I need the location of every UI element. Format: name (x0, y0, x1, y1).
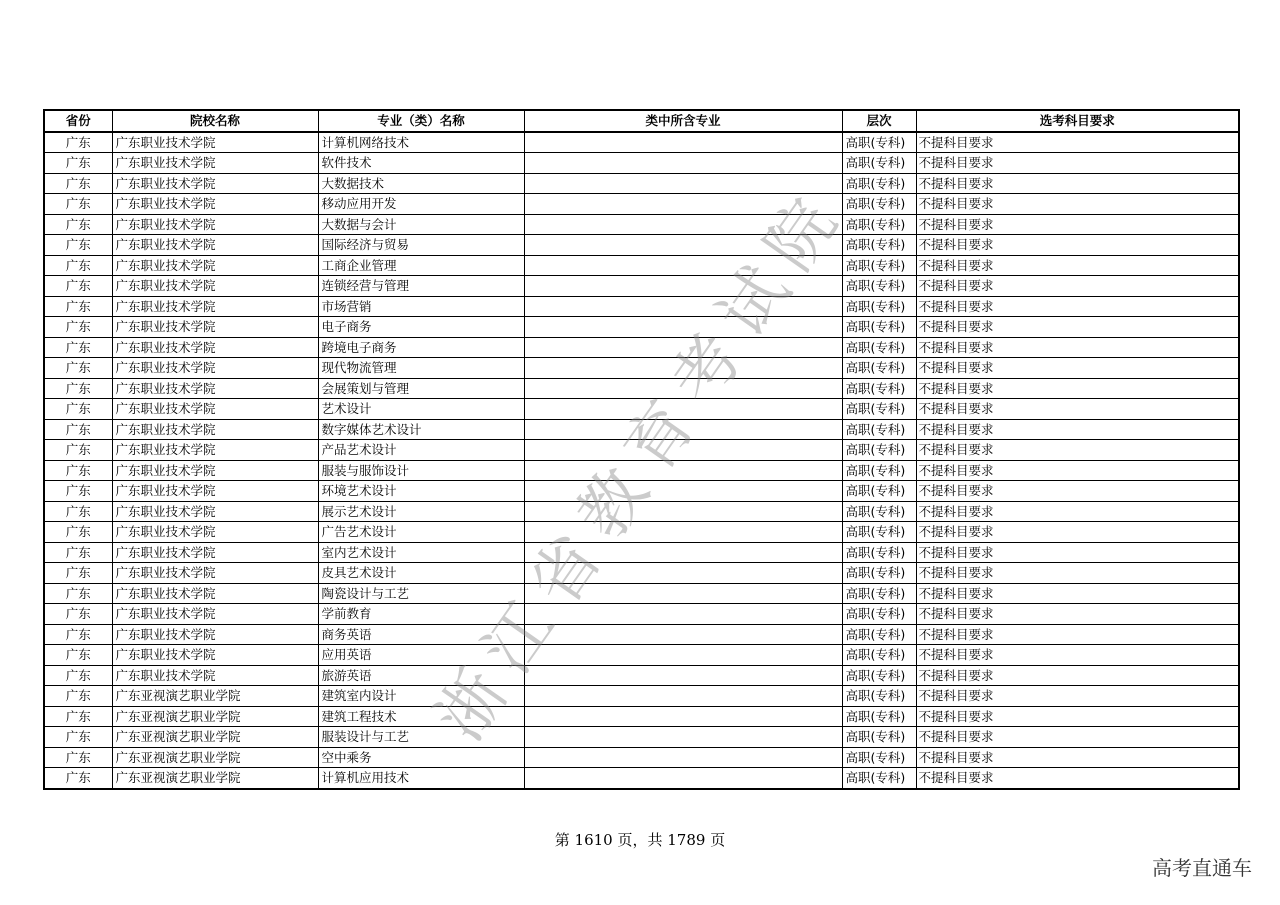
cell-subject-requirement: 不提科目要求 (916, 255, 1239, 276)
cell-level: 高职(专科) (842, 255, 916, 276)
cell-subject-requirement: 不提科目要求 (916, 358, 1239, 379)
table-row (44, 542, 1239, 563)
cell-province: 广东 (44, 727, 112, 748)
cell-province: 广东 (44, 317, 112, 338)
cell-school-name: 广东职业技术学院 (112, 153, 318, 174)
cell-subject-requirement: 不提科目要求 (916, 337, 1239, 358)
cell-subject-requirement: 不提科目要求 (916, 645, 1239, 666)
cell-major-name: 艺术设计 (318, 399, 524, 420)
cell-province: 广东 (44, 686, 112, 707)
cell-subject-requirement: 不提科目要求 (916, 604, 1239, 625)
cell-included-majors (524, 173, 842, 194)
cell-school-name: 广东职业技术学院 (112, 419, 318, 440)
cell-major-name: 服装与服饰设计 (318, 460, 524, 481)
cell-province: 广东 (44, 399, 112, 420)
cell-major-name: 应用英语 (318, 645, 524, 666)
cell-included-majors (524, 501, 842, 522)
cell-level: 高职(专科) (842, 481, 916, 502)
cell-level: 高职(专科) (842, 173, 916, 194)
cell-province: 广东 (44, 235, 112, 256)
table-row (44, 665, 1239, 686)
cell-major-name: 室内艺术设计 (318, 542, 524, 563)
cell-subject-requirement: 不提科目要求 (916, 235, 1239, 256)
cell-school-name: 广东职业技术学院 (112, 276, 318, 297)
cell-subject-requirement: 不提科目要求 (916, 522, 1239, 543)
table-row (44, 276, 1239, 297)
table-header-row (44, 110, 1239, 132)
cell-level: 高职(专科) (842, 686, 916, 707)
cell-included-majors (524, 645, 842, 666)
cell-level: 高职(专科) (842, 460, 916, 481)
cell-included-majors (524, 583, 842, 604)
cell-level: 高职(专科) (842, 378, 916, 399)
cell-major-name: 产品艺术设计 (318, 440, 524, 461)
table-row (44, 337, 1239, 358)
cell-level: 高职(专科) (842, 706, 916, 727)
cell-school-name: 广东职业技术学院 (112, 214, 318, 235)
table-row (44, 522, 1239, 543)
cell-subject-requirement: 不提科目要求 (916, 317, 1239, 338)
table-row (44, 645, 1239, 666)
cell-major-name: 环境艺术设计 (318, 481, 524, 502)
cell-school-name: 广东职业技术学院 (112, 501, 318, 522)
table-row (44, 706, 1239, 727)
cell-province: 广东 (44, 522, 112, 543)
cell-province: 广东 (44, 173, 112, 194)
cell-level: 高职(专科) (842, 132, 916, 153)
table-row (44, 214, 1239, 235)
cell-major-name: 市场营销 (318, 296, 524, 317)
cell-subject-requirement: 不提科目要求 (916, 542, 1239, 563)
cell-level: 高职(专科) (842, 276, 916, 297)
cell-subject-requirement: 不提科目要求 (916, 665, 1239, 686)
cell-school-name: 广东职业技术学院 (112, 317, 318, 338)
cell-province: 广东 (44, 460, 112, 481)
cell-province: 广东 (44, 747, 112, 768)
cell-province: 广东 (44, 645, 112, 666)
cell-school-name: 广东职业技术学院 (112, 194, 318, 215)
cell-level: 高职(专科) (842, 296, 916, 317)
cell-included-majors (524, 604, 842, 625)
cell-school-name: 广东职业技术学院 (112, 604, 318, 625)
cell-province: 广东 (44, 214, 112, 235)
cell-included-majors (524, 768, 842, 789)
cell-level: 高职(专科) (842, 317, 916, 338)
cell-subject-requirement: 不提科目要求 (916, 296, 1239, 317)
cell-province: 广东 (44, 501, 112, 522)
cell-subject-requirement: 不提科目要求 (916, 563, 1239, 584)
cell-school-name: 广东职业技术学院 (112, 173, 318, 194)
cell-included-majors (524, 727, 842, 748)
cell-school-name: 广东亚视演艺职业学院 (112, 747, 318, 768)
cell-included-majors (524, 255, 842, 276)
cell-subject-requirement: 不提科目要求 (916, 460, 1239, 481)
cell-major-name: 国际经济与贸易 (318, 235, 524, 256)
cell-school-name: 广东职业技术学院 (112, 378, 318, 399)
cell-major-name: 计算机网络技术 (318, 132, 524, 153)
cell-included-majors (524, 624, 842, 645)
cell-school-name: 广东职业技术学院 (112, 542, 318, 563)
cell-subject-requirement: 不提科目要求 (916, 727, 1239, 748)
header-school-name: 院校名称 (112, 110, 318, 132)
cell-included-majors (524, 235, 842, 256)
cell-province: 广东 (44, 706, 112, 727)
table-row (44, 255, 1239, 276)
cell-included-majors (524, 522, 842, 543)
cell-subject-requirement: 不提科目要求 (916, 501, 1239, 522)
table-row (44, 173, 1239, 194)
cell-included-majors (524, 706, 842, 727)
cell-school-name: 广东职业技术学院 (112, 645, 318, 666)
cell-major-name: 陶瓷设计与工艺 (318, 583, 524, 604)
cell-school-name: 广东职业技术学院 (112, 522, 318, 543)
cell-province: 广东 (44, 604, 112, 625)
header-province: 省份 (44, 110, 112, 132)
cell-school-name: 广东职业技术学院 (112, 440, 318, 461)
cell-level: 高职(专科) (842, 768, 916, 789)
cell-major-name: 数字媒体艺术设计 (318, 419, 524, 440)
cell-level: 高职(专科) (842, 727, 916, 748)
table-row (44, 768, 1239, 789)
cell-level: 高职(专科) (842, 214, 916, 235)
cell-subject-requirement: 不提科目要求 (916, 153, 1239, 174)
cell-major-name: 学前教育 (318, 604, 524, 625)
cell-major-name: 计算机应用技术 (318, 768, 524, 789)
table-row (44, 747, 1239, 768)
header-included-majors: 类中所含专业 (524, 110, 842, 132)
cell-school-name: 广东职业技术学院 (112, 665, 318, 686)
cell-subject-requirement: 不提科目要求 (916, 583, 1239, 604)
cell-province: 广东 (44, 665, 112, 686)
table-row (44, 235, 1239, 256)
table-row (44, 399, 1239, 420)
cell-level: 高职(专科) (842, 522, 916, 543)
cell-major-name: 跨境电子商务 (318, 337, 524, 358)
cell-major-name: 建筑室内设计 (318, 686, 524, 707)
brand-logo-text: 高考直通车 (1152, 856, 1252, 880)
cell-school-name: 广东亚视演艺职业学院 (112, 727, 318, 748)
cell-major-name: 服装设计与工艺 (318, 727, 524, 748)
table-row (44, 296, 1239, 317)
cell-subject-requirement: 不提科目要求 (916, 419, 1239, 440)
table-row (44, 419, 1239, 440)
table-row (44, 358, 1239, 379)
cell-major-name: 展示艺术设计 (318, 501, 524, 522)
cell-included-majors (524, 747, 842, 768)
cell-major-name: 移动应用开发 (318, 194, 524, 215)
cell-level: 高职(专科) (842, 604, 916, 625)
cell-major-name: 建筑工程技术 (318, 706, 524, 727)
table-row (44, 440, 1239, 461)
cell-subject-requirement: 不提科目要求 (916, 378, 1239, 399)
cell-level: 高职(专科) (842, 337, 916, 358)
cell-included-majors (524, 460, 842, 481)
cell-included-majors (524, 542, 842, 563)
cell-province: 广东 (44, 481, 112, 502)
cell-province: 广东 (44, 563, 112, 584)
cell-major-name: 会展策划与管理 (318, 378, 524, 399)
cell-province: 广东 (44, 440, 112, 461)
cell-major-name: 电子商务 (318, 317, 524, 338)
cell-major-name: 工商企业管理 (318, 255, 524, 276)
cell-level: 高职(专科) (842, 419, 916, 440)
cell-included-majors (524, 378, 842, 399)
table-row (44, 583, 1239, 604)
cell-school-name: 广东职业技术学院 (112, 583, 318, 604)
cell-level: 高职(专科) (842, 563, 916, 584)
table-row (44, 378, 1239, 399)
cell-province: 广东 (44, 542, 112, 563)
cell-school-name: 广东职业技术学院 (112, 399, 318, 420)
cell-school-name: 广东职业技术学院 (112, 235, 318, 256)
cell-province: 广东 (44, 153, 112, 174)
cell-major-name: 广告艺术设计 (318, 522, 524, 543)
table-row (44, 481, 1239, 502)
cell-included-majors (524, 399, 842, 420)
cell-school-name: 广东职业技术学院 (112, 296, 318, 317)
cell-included-majors (524, 214, 842, 235)
table-row (44, 563, 1239, 584)
cell-major-name: 连锁经营与管理 (318, 276, 524, 297)
cell-major-name: 皮具艺术设计 (318, 563, 524, 584)
cell-subject-requirement: 不提科目要求 (916, 686, 1239, 707)
cell-subject-requirement: 不提科目要求 (916, 399, 1239, 420)
header-major-name: 专业（类）名称 (318, 110, 524, 132)
table-row (44, 686, 1239, 707)
cell-school-name: 广东职业技术学院 (112, 624, 318, 645)
cell-province: 广东 (44, 378, 112, 399)
cell-major-name: 大数据技术 (318, 173, 524, 194)
cell-province: 广东 (44, 276, 112, 297)
cell-level: 高职(专科) (842, 358, 916, 379)
cell-province: 广东 (44, 337, 112, 358)
cell-level: 高职(专科) (842, 194, 916, 215)
cell-level: 高职(专科) (842, 399, 916, 420)
cell-province: 广东 (44, 583, 112, 604)
cell-subject-requirement: 不提科目要求 (916, 276, 1239, 297)
cell-school-name: 广东职业技术学院 (112, 563, 318, 584)
cell-level: 高职(专科) (842, 440, 916, 461)
cell-included-majors (524, 276, 842, 297)
cell-included-majors (524, 358, 842, 379)
cell-major-name: 空中乘务 (318, 747, 524, 768)
cell-province: 广东 (44, 624, 112, 645)
table-row (44, 604, 1239, 625)
cell-subject-requirement: 不提科目要求 (916, 440, 1239, 461)
cell-province: 广东 (44, 132, 112, 153)
table-row (44, 727, 1239, 748)
cell-level: 高职(专科) (842, 665, 916, 686)
cell-included-majors (524, 194, 842, 215)
cell-subject-requirement: 不提科目要求 (916, 132, 1239, 153)
cell-included-majors (524, 337, 842, 358)
cell-included-majors (524, 686, 842, 707)
table-row (44, 153, 1239, 174)
cell-level: 高职(专科) (842, 747, 916, 768)
cell-school-name: 广东亚视演艺职业学院 (112, 768, 318, 789)
cell-school-name: 广东亚视演艺职业学院 (112, 686, 318, 707)
cell-major-name: 商务英语 (318, 624, 524, 645)
cell-included-majors (524, 481, 842, 502)
table-row (44, 460, 1239, 481)
cell-level: 高职(专科) (842, 153, 916, 174)
cell-subject-requirement: 不提科目要求 (916, 481, 1239, 502)
table-row (44, 501, 1239, 522)
cell-included-majors (524, 153, 842, 174)
cell-school-name: 广东职业技术学院 (112, 460, 318, 481)
cell-subject-requirement: 不提科目要求 (916, 194, 1239, 215)
cell-subject-requirement: 不提科目要求 (916, 173, 1239, 194)
table-row (44, 132, 1239, 153)
cell-major-name: 大数据与会计 (318, 214, 524, 235)
cell-school-name: 广东职业技术学院 (112, 255, 318, 276)
cell-school-name: 广东职业技术学院 (112, 337, 318, 358)
cell-province: 广东 (44, 255, 112, 276)
header-level: 层次 (842, 110, 916, 132)
cell-major-name: 现代物流管理 (318, 358, 524, 379)
cell-included-majors (524, 563, 842, 584)
cell-included-majors (524, 317, 842, 338)
admission-requirements-table (43, 109, 1240, 790)
cell-major-name: 软件技术 (318, 153, 524, 174)
cell-subject-requirement: 不提科目要求 (916, 747, 1239, 768)
cell-level: 高职(专科) (842, 542, 916, 563)
cell-level: 高职(专科) (842, 501, 916, 522)
table-row (44, 194, 1239, 215)
cell-included-majors (524, 440, 842, 461)
cell-major-name: 旅游英语 (318, 665, 524, 686)
cell-province: 广东 (44, 194, 112, 215)
cell-province: 广东 (44, 296, 112, 317)
cell-subject-requirement: 不提科目要求 (916, 706, 1239, 727)
cell-province: 广东 (44, 358, 112, 379)
cell-level: 高职(专科) (842, 583, 916, 604)
cell-included-majors (524, 419, 842, 440)
cell-school-name: 广东亚视演艺职业学院 (112, 706, 318, 727)
cell-included-majors (524, 665, 842, 686)
header-subject-requirement: 选考科目要求 (916, 110, 1239, 132)
table-row (44, 317, 1239, 338)
cell-subject-requirement: 不提科目要求 (916, 214, 1239, 235)
cell-province: 广东 (44, 419, 112, 440)
cell-school-name: 广东职业技术学院 (112, 481, 318, 502)
cell-included-majors (524, 296, 842, 317)
cell-school-name: 广东职业技术学院 (112, 132, 318, 153)
page-number: 第 1610 页，共 1789 页 (554, 831, 726, 849)
cell-province: 广东 (44, 768, 112, 789)
cell-subject-requirement: 不提科目要求 (916, 768, 1239, 789)
cell-included-majors (524, 132, 842, 153)
cell-school-name: 广东职业技术学院 (112, 358, 318, 379)
cell-level: 高职(专科) (842, 235, 916, 256)
cell-level: 高职(专科) (842, 624, 916, 645)
table-row (44, 624, 1239, 645)
cell-subject-requirement: 不提科目要求 (916, 624, 1239, 645)
cell-level: 高职(专科) (842, 645, 916, 666)
watermark-text: 浙江省教育考试院 (421, 172, 861, 755)
